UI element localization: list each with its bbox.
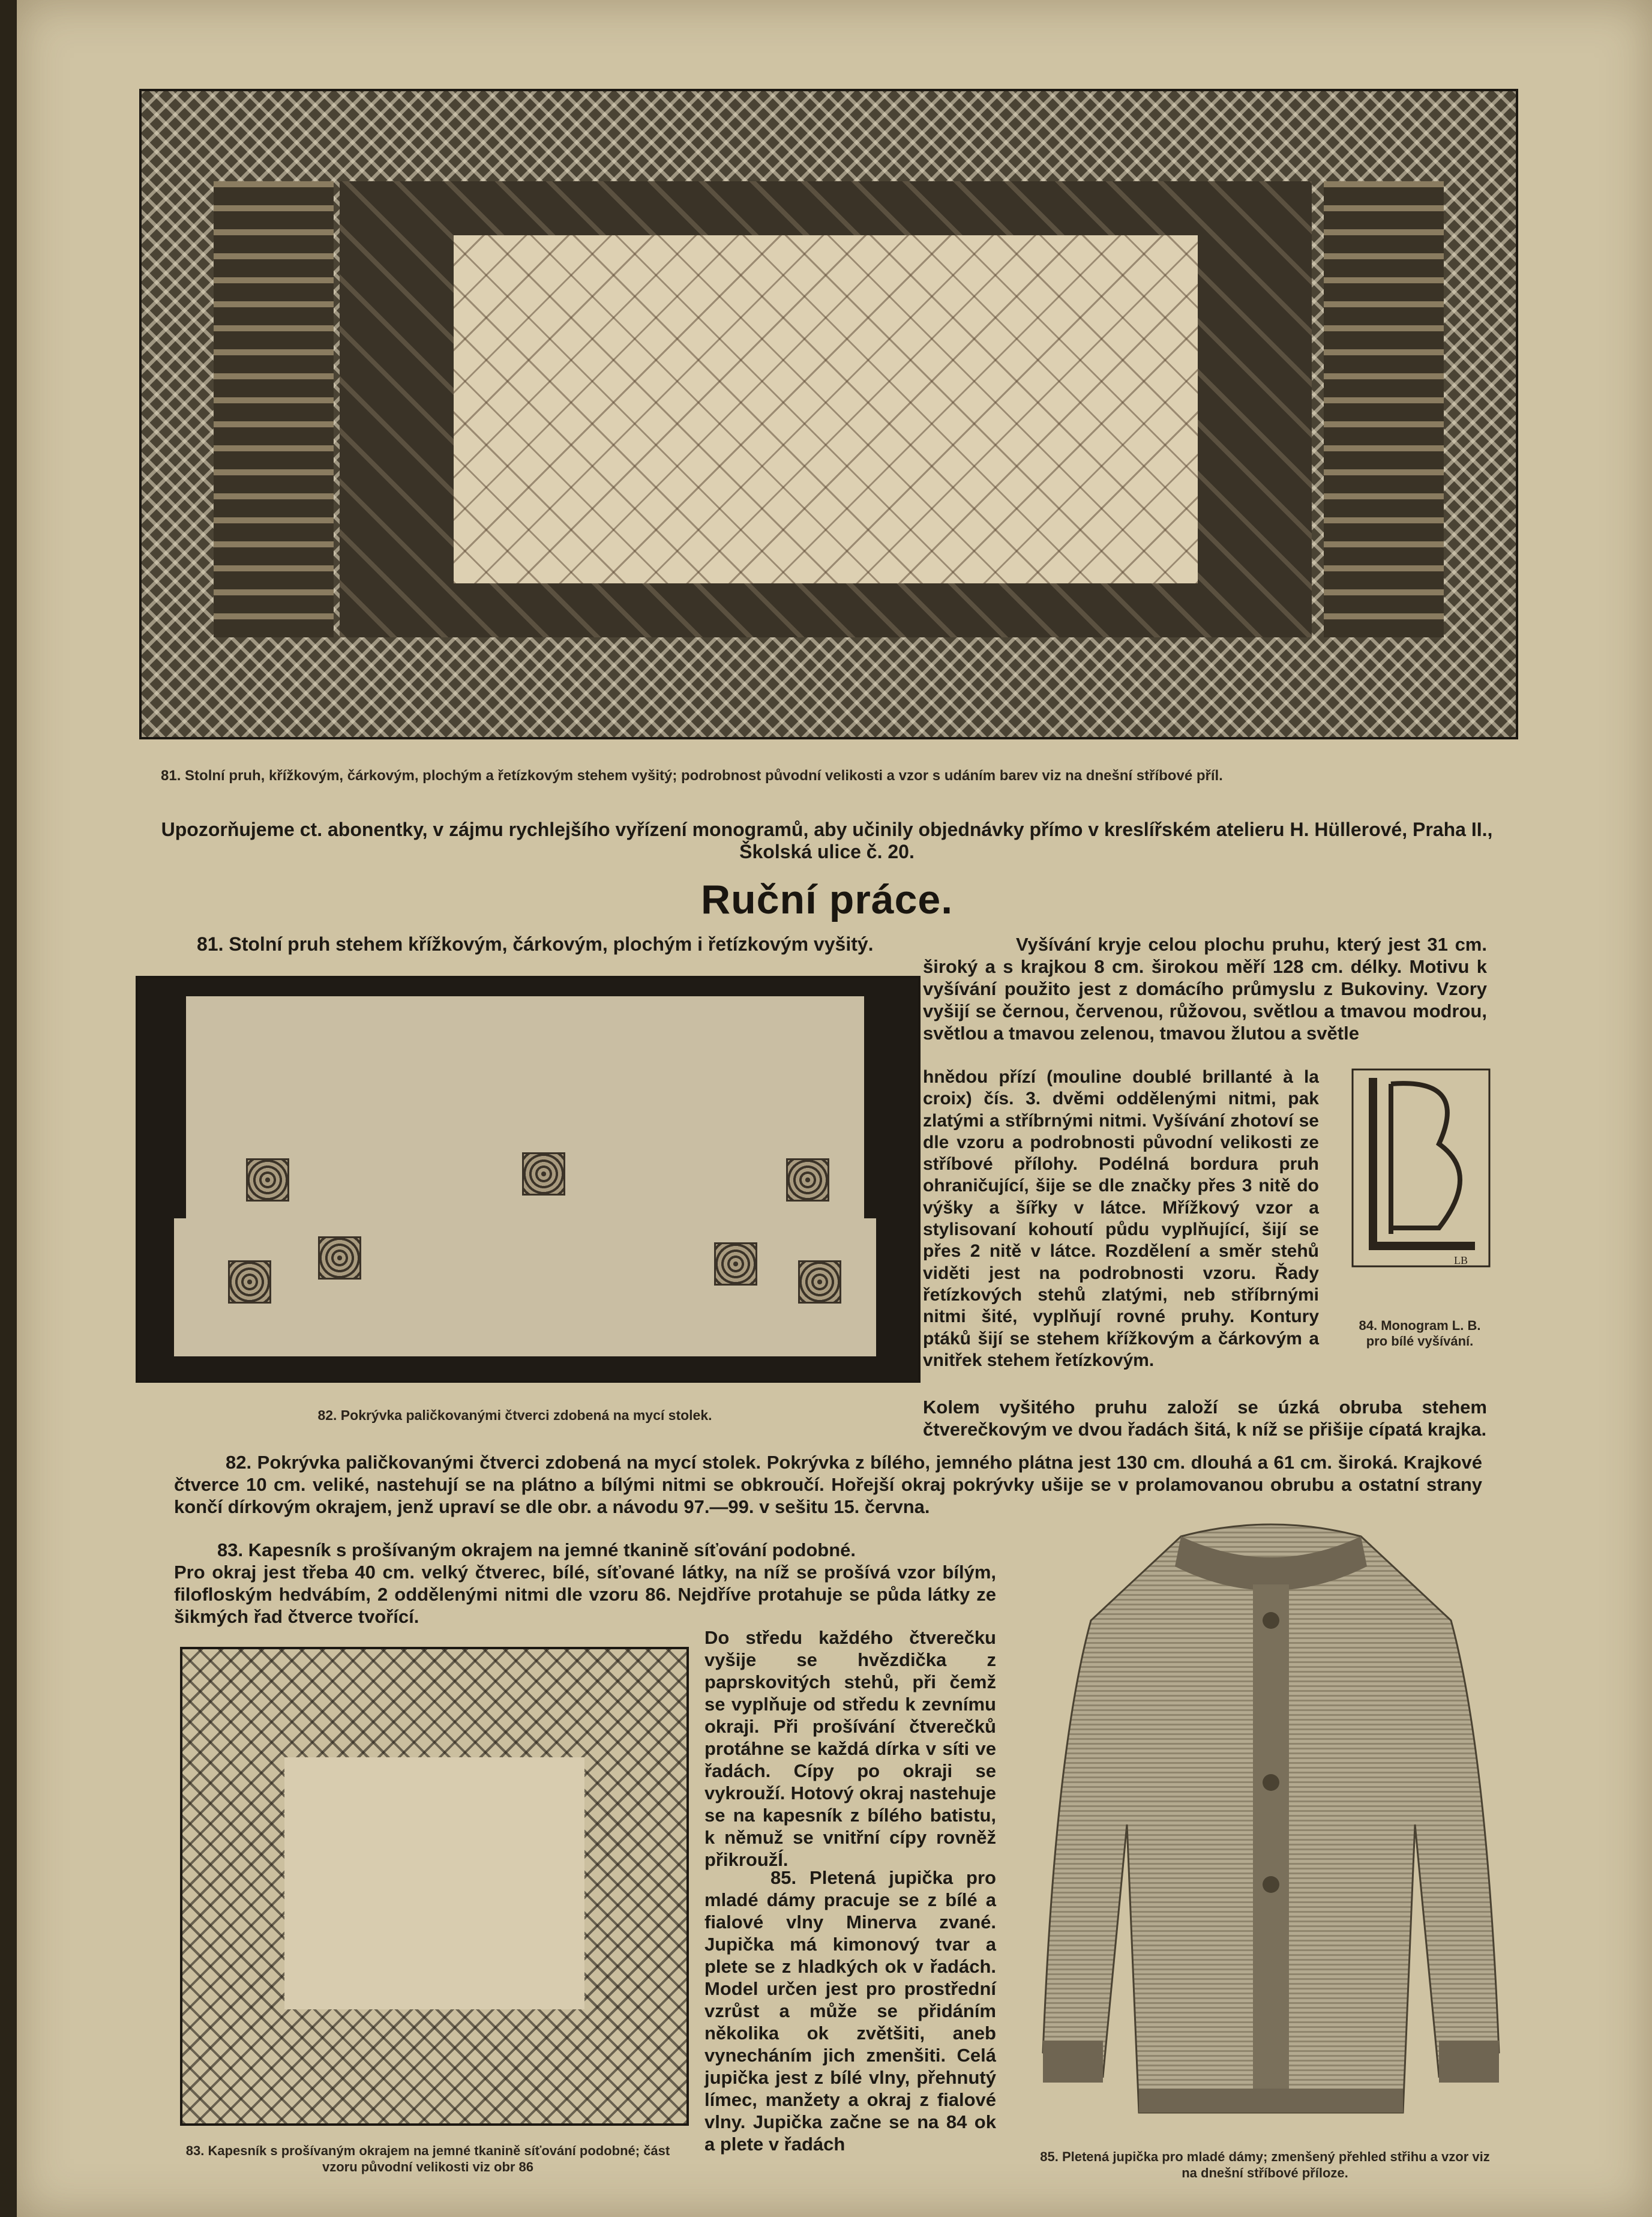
lace-square <box>786 1158 829 1202</box>
article-82-title: 82. Pokrývka paličkovanými čtverci zdobená na mycí stolek. <box>226 1452 761 1473</box>
caption-fig-83: 83. Kapesník s prošívaným okrajem na jemné tkanině síťování podobné; část vzoru původní velikosti viz obr 86 <box>185 2143 670 2174</box>
figure-82-washstand-cover <box>136 976 921 1383</box>
caption-fig-82: 82. Pokrývka paličkovanými čtverci zdobená na mycí stolek. <box>317 1407 712 1423</box>
runner-left-band <box>214 181 334 637</box>
article-81-text-end: Kolem vyšitého pruhu založí se úzká obruba stehem čtverečkovým ve dvou řadách šitá, k níž se přišije cípatá krajka. <box>923 1397 1487 1440</box>
article-82-body: Pokrývka z bílého, jemného plátna jest 130 cm. dlouhá a 61 cm. široká. Krajkové čtverce 10 cm. veliké, nastehují se na plátno a bílými nitmi se obkroučí. Hořejší okraj pokrývky ušije se v prolamovanou obrubu a ostatní strany končí dírkovým okrajem, jenž upraví se dle obr. a návodu 97.—99. v sešitu 15. června. <box>174 1452 1482 1517</box>
article-81-text-middle: hnědou přízí (mouline doublé brillanté à la croix) čís. 3. dvěmi oddělenými nitmi, pak zlatými a stříbrnými nitmi. Vyšívání zhotoví se dle vzoru a podrobnosti původní velikosti ze stříbové přílohy. Podélná bordura pruh ohraničující, šije se dle značky přes 3 nitě do výšky a šířky v látce. Mřížkový vzor a stylisovaní kohoutí půdu vyplňující, šijí se přes 2 nitě v látce. Rozdělení a směr stehů viděti jest na podrobnosti vzoru. Řady řetízkových stehů zlatými, neb stříbrnými nitmi šité, vyplňují rovné pruhy. Kontury ptáků šijí se stehem křížkovým a čárkovým a vnitřek stehem řetízkovým. <box>923 1067 1319 1370</box>
article-81-title: 81. Stolní pruh stehem křížkovým, čárkovým, plochým i řetízkovým vyšitý. <box>197 933 874 955</box>
article-85-title: 85. Pletená jupička <box>770 1867 954 1888</box>
lace-square <box>228 1260 271 1304</box>
cover-cloth-lower <box>174 1218 876 1356</box>
lace-square <box>246 1158 289 1202</box>
monogram-lb <box>1349 1066 1493 1270</box>
article-81-text-top: Vyšívání kryje celou plochu pruhu, který jest 31 cm. široký a s krajkou 8 cm. širokou měří 128 cm. délky. Motivu k vyšívání použito jest z domácího průmyslu z Bukoviny. Vzory vyšijí se černou, červenou, růžovou, světlou a tmavou modrou, světlou a tmavou zelenou, tmavou žlutou a světle <box>923 934 1487 1044</box>
figure-83-handkerchief <box>180 1647 689 2126</box>
notice-monogram-orders: Upozorňujeme ct. abonentky, v zájmu rychlejšího vyřízení monogramů, aby učinily objednávky přímo v kreslířském atelieru H. Hüllerové, Praha II., Školská ulice č. 20. <box>161 819 1493 862</box>
runner-right-band <box>1324 181 1444 637</box>
figure-85-knitted-jacket <box>1031 1512 1511 2137</box>
article-82-text <box>174 1451 1482 1518</box>
jacket-drawing <box>1031 1512 1511 2137</box>
lace-square <box>798 1260 841 1304</box>
article-83-text-cont: Do středu každého čtverečku vyšije se hvězdička z paprskovitých stehů, při čemž se vyplňuje od středu k zevnímu okraji. Při prošívání čtverečků protáhne se každá dírka v síti ve řadách. Cípy po okraji se vykrouží. Hotový okraj nastehuje se na kapesník z bílého batistu, k němuž se vnitřní cípy rovněž přikroužÍ. <box>704 1627 996 1870</box>
caption-fig-81: 81. Stolní pruh, křížkovým, čárkovým, plochým a řetízkovým stehem vyšitý; podrobnost původní velikosti a vzor s udáním barev viz na dnešní stříbové příl. <box>161 768 1223 784</box>
caption-fig-85: 85. Pletená jupička pro mladé dámy; zmenšený přehled střihu a vzor viz na dnešní stříbové příloze. <box>1040 2149 1490 2180</box>
handkerchief-center <box>284 1757 584 2009</box>
lace-square <box>714 1242 757 1286</box>
monogram-lb-drawing <box>1349 1066 1493 1270</box>
article-83-text-body: Pro okraj jest třeba 40 cm. velký čtverec, bílé, síťované látky, na níž se prošívá vzor bílým, filofloským hedvábím, 2 oddělenými nitmi dle vzoru 86. Nejdříve protahuje se půda látky ze šikmých řad čtverce tvořící. <box>174 1562 996 1627</box>
article-85-text <box>704 1867 996 2155</box>
figure-81-table-runner <box>139 89 1518 739</box>
lace-square <box>522 1152 565 1196</box>
runner-center-field <box>454 235 1198 583</box>
article-83-text-top: 83. Kapesník s prošívaným okrajem na jemné tkanině síťování podobné. <box>217 1539 856 1560</box>
caption-fig-84: 84. Monogram L. B. pro bílé vyšívání. <box>1359 1318 1481 1349</box>
article-85-body: pro mladé dámy pracuje se z bílé a fialové vlny Minerva zvané. Jupička má kimonový tvar a plete se z hladkých ok v řadách. Model určen jest pro prostřední vzrůst a může se přidáním několika ok zvětšiti, aneb vynecháním jich zmenšiti. Celá jupička jest z bílé vlny, přehnutý límec, manžety a okraj z fialové vlny. Jupička začne se na 84 ok a plete v řadách <box>704 1867 996 2155</box>
magazine-page <box>17 0 1652 2217</box>
monogram-letters: LB <box>1454 1254 1468 1266</box>
lace-square <box>318 1236 361 1280</box>
page-heading: Ruční práce. <box>701 877 954 922</box>
